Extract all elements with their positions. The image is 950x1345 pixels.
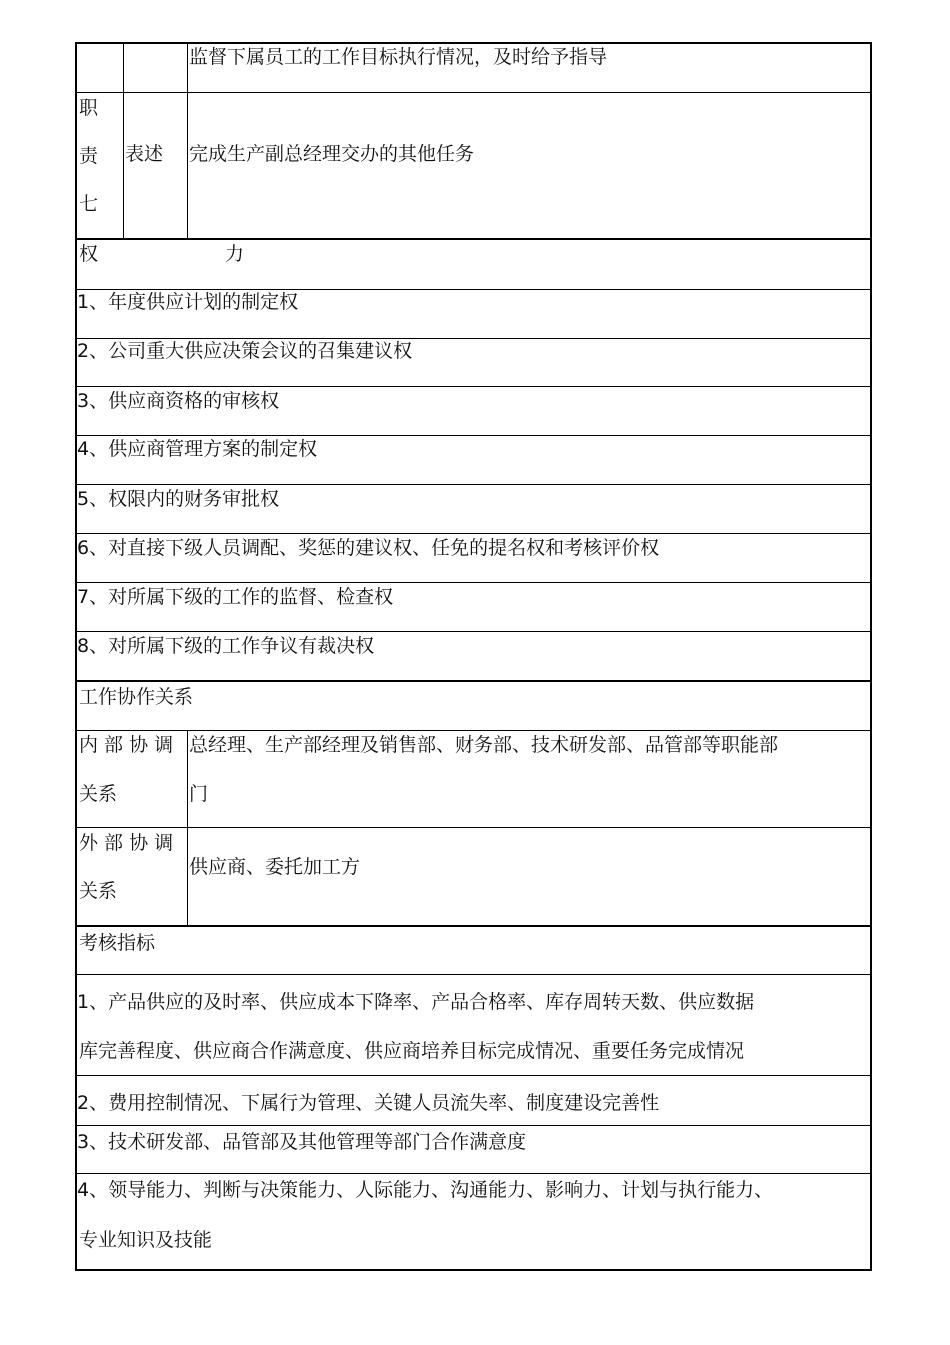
kpi-item-4-line-2: 专业知识及技能 bbox=[79, 1229, 213, 1251]
kpi-item-1-line-1: 1、产品供应的及时率、供应成本下降率、产品合格率、库存周转天数、供应数据 bbox=[77, 991, 755, 1013]
authority-item: 4、供应商管理方案的制定权 bbox=[77, 438, 318, 460]
internal-relations-text-1: 总经理、生产部经理及销售部、财务部、技术研发部、品管部等职能部 bbox=[189, 734, 779, 756]
duty7-row bbox=[77, 92, 870, 238]
external-relations-label-1: 外 部 协 调 bbox=[79, 832, 174, 854]
duty7-desc-text: 完成生产副总经理交办的其他任务 bbox=[189, 143, 475, 165]
kpi-row bbox=[77, 1075, 870, 1076]
relations-header: 工作协作关系 bbox=[79, 686, 194, 708]
internal-relations-label-1: 内 部 协 调 bbox=[79, 734, 174, 756]
authority-item: 1、年度供应计划的制定权 bbox=[77, 291, 299, 313]
authority-row bbox=[77, 484, 870, 485]
authority-item: 8、对所属下级的工作争议有裁决权 bbox=[77, 635, 375, 657]
authority-header-right: 力 bbox=[225, 243, 245, 265]
external-relations-text: 供应商、委托加工方 bbox=[189, 856, 361, 878]
authority-row bbox=[77, 582, 870, 583]
duty7-label-char-3: 七 bbox=[79, 193, 99, 215]
internal-relations-label-2: 关系 bbox=[79, 783, 118, 805]
kpi-header-row bbox=[77, 925, 870, 927]
authority-row bbox=[77, 435, 870, 436]
internal-relations-text-2: 门 bbox=[189, 783, 209, 805]
authority-row bbox=[77, 289, 870, 290]
kpi-row bbox=[77, 1173, 870, 1174]
authority-item: 6、对直接下级人员调配、奖惩的建议权、任免的提名权和考核评价权 bbox=[77, 537, 660, 559]
internal-relations-row bbox=[77, 730, 870, 731]
authority-header-row bbox=[77, 238, 870, 240]
authority-row bbox=[77, 533, 870, 534]
kpi-item-4-line-1: 4、领导能力、判断与决策能力、人际能力、沟通能力、影响力、计划与执行能力、 bbox=[77, 1179, 774, 1201]
previous-duty-text: 监督下属员工的工作目标执行情况，及时给予指导 bbox=[189, 46, 608, 68]
duty7-desc-label: 表述 bbox=[125, 143, 164, 165]
job-description-table bbox=[75, 42, 872, 1271]
authority-row bbox=[77, 631, 870, 632]
authority-item: 2、公司重大供应决策会议的召集建议权 bbox=[77, 340, 413, 362]
kpi-item-3: 3、技术研发部、品管部及其他管理等部门合作满意度 bbox=[77, 1131, 527, 1153]
kpi-row bbox=[77, 974, 870, 975]
kpi-item-2: 2、费用控制情况、下属行为管理、关键人员流失率、制度建设完善性 bbox=[77, 1092, 660, 1114]
relations-header-row bbox=[77, 680, 870, 682]
authority-item: 7、对所属下级的工作的监督、检查权 bbox=[77, 586, 394, 608]
kpi-row bbox=[77, 1125, 870, 1126]
authority-row bbox=[77, 386, 870, 387]
external-relations-row bbox=[77, 827, 870, 828]
kpi-header: 考核指标 bbox=[79, 932, 156, 954]
duty7-label-char-1: 职 bbox=[79, 97, 99, 119]
authority-row bbox=[77, 338, 870, 339]
authority-item: 5、权限内的财务审批权 bbox=[77, 488, 280, 510]
duty7-label-char-2: 责 bbox=[79, 145, 99, 167]
kpi-item-1-line-2: 库完善程度、供应商合作满意度、供应商培养目标完成情况、重要任务完成情况 bbox=[79, 1040, 745, 1062]
authority-item: 3、供应商资格的审核权 bbox=[77, 390, 280, 412]
authority-header-left: 权 bbox=[79, 243, 99, 265]
external-relations-label-2: 关系 bbox=[79, 880, 118, 902]
